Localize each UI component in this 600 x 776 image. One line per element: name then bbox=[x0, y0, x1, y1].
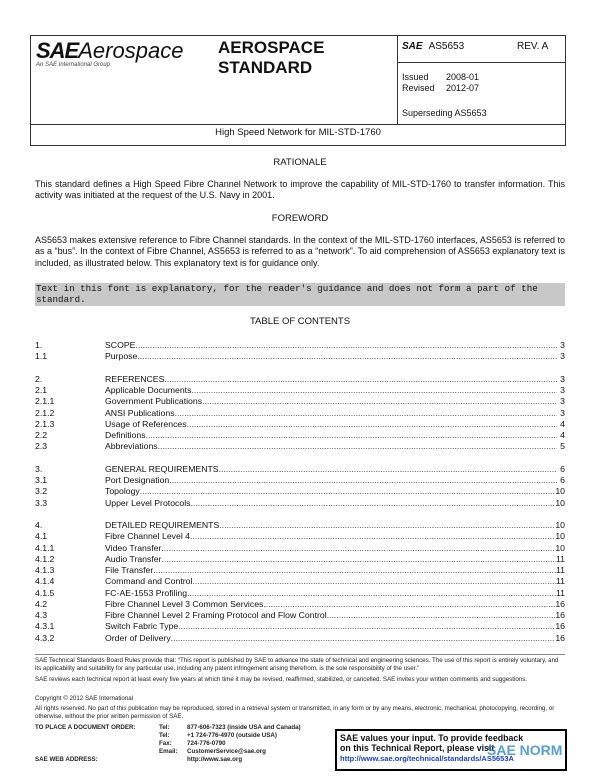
toc-title: Usage of References bbox=[105, 418, 187, 429]
toc-title: GENERAL REQUIREMENTS bbox=[105, 463, 219, 474]
toc-page: 6 bbox=[560, 463, 565, 474]
toc-leader bbox=[175, 408, 557, 419]
toc-leader bbox=[187, 419, 557, 430]
toc-entry[interactable] bbox=[35, 385, 565, 396]
feedback-box: SAE values your input. To provide feedback on this Technical Report, please visit http://www.sae.org/technical/standards/AS5653A bbox=[335, 729, 567, 771]
toc-leader bbox=[190, 498, 555, 509]
toc-page: 10 bbox=[555, 520, 565, 530]
toc-leader bbox=[135, 340, 557, 351]
toc-entry[interactable] bbox=[35, 374, 565, 385]
issue-dates: Issued 2008-01 Revised 2012-07 bbox=[402, 72, 480, 93]
table-of-contents bbox=[35, 340, 565, 644]
toc-number: 2. bbox=[35, 373, 43, 384]
toc-page: 11 bbox=[555, 565, 565, 575]
toc-number: 2.1.3 bbox=[35, 418, 55, 429]
toc-title: Order of Delivery bbox=[105, 632, 171, 643]
toc-page: 5 bbox=[560, 441, 565, 452]
revision: REV. A bbox=[517, 41, 549, 52]
toc-title: Switch Fabric Type bbox=[105, 621, 179, 632]
toc-entry[interactable] bbox=[35, 520, 565, 531]
toc-heading: TABLE OF CONTENTS bbox=[249, 316, 351, 327]
toc-page: 11 bbox=[555, 576, 565, 587]
toc-title: Fibre Channel Level 4 bbox=[105, 531, 190, 542]
toc-leader bbox=[140, 486, 556, 497]
toc-title: Topology bbox=[105, 486, 140, 497]
toc-entry[interactable] bbox=[35, 441, 565, 452]
toc-entry[interactable] bbox=[35, 430, 565, 441]
toc-leader bbox=[191, 385, 557, 396]
toc-page: 3 bbox=[560, 351, 565, 362]
foreword-text: AS5653 makes extensive reference to Fibre Channel standards. In the context of the MIL-STD-1760 interfaces, AS5653 is referred to as a “bus”. In the context of Fibre Channel, AS5653 is referred to as a “network”. To aid comprehension of AS5653 explanatory text is included, as illustrated below. This explanatory text is for guidance only. bbox=[35, 235, 565, 268]
toc-leader bbox=[169, 475, 557, 486]
toc-entry[interactable] bbox=[35, 633, 565, 644]
toc-number: 4.1 bbox=[35, 531, 48, 542]
rationale-heading: RATIONALE bbox=[273, 157, 327, 168]
toc-title: SCOPE bbox=[105, 340, 136, 350]
toc-entry[interactable] bbox=[35, 340, 565, 351]
toc-number: 3.3 bbox=[35, 497, 48, 508]
toc-entry[interactable] bbox=[35, 531, 565, 542]
toc-entry[interactable] bbox=[35, 599, 565, 610]
toc-number: 2.1.2 bbox=[35, 407, 55, 418]
toc-leader bbox=[161, 543, 555, 554]
toc-entry[interactable] bbox=[35, 396, 565, 407]
toc-title: FC-AE-1553 Profiling bbox=[105, 587, 188, 598]
toc-leader bbox=[171, 633, 556, 644]
toc-entry[interactable] bbox=[35, 576, 565, 587]
toc-number: 4.1.2 bbox=[35, 553, 55, 564]
toc-title: ANSI Publications bbox=[105, 407, 175, 418]
toc-title: File Transfer bbox=[105, 565, 154, 575]
toc-page: 4 bbox=[560, 430, 565, 440]
toc-page: 3 bbox=[560, 385, 565, 395]
toc-page: 10 bbox=[555, 531, 565, 542]
toc-title: Abbreviations bbox=[105, 441, 158, 452]
superseding: Superseding AS5653 bbox=[402, 108, 487, 118]
toc-leader bbox=[178, 621, 555, 632]
toc-page: 3 bbox=[560, 340, 565, 350]
toc-entry[interactable] bbox=[35, 498, 565, 509]
footer-review: SAE reviews each technical report at least every five years at which time it may be revised, reaffirmed, stabilized, or cancelled. SAE invites your written comments and suggestions. bbox=[35, 676, 528, 683]
toc-number: 2.2 bbox=[35, 430, 48, 440]
footer-rules: SAE Technical Standards Board Rules provide that: “This report is published by SAE to advance the state of technical and engineering sciences. The use of this report is entirely voluntary, and its applicability and suitability for any particular use, including any patent infringement arising therefrom, is the sole responsibility of the user.” bbox=[35, 657, 559, 672]
toc-title: Definitions bbox=[105, 430, 146, 440]
toc-number: 4.3.1 bbox=[35, 621, 55, 632]
toc-leader bbox=[187, 588, 556, 599]
document-title: High Speed Network for MIL-STD-1760 bbox=[215, 127, 381, 138]
toc-title: Applicable Documents bbox=[105, 385, 192, 395]
footer-rights: All rights reserved. No part of this publication may be reproduced, stored in a retrieval system or transmitted, in any form or by any means, electronic, mechanical, photocopying, recording, or otherwise, without the prior written permission of SAE. bbox=[35, 705, 555, 720]
toc-number: 4.1.1 bbox=[35, 542, 55, 553]
toc-entry[interactable] bbox=[35, 588, 565, 599]
toc-number: 1.1 bbox=[35, 351, 48, 362]
toc-page: 4 bbox=[560, 418, 565, 429]
toc-entry[interactable] bbox=[35, 610, 565, 621]
toc-page: 16 bbox=[555, 621, 565, 632]
document-number: SAE AS5653 bbox=[402, 41, 465, 52]
toc-leader bbox=[137, 351, 557, 362]
toc-number: 4. bbox=[35, 520, 43, 530]
toc-leader bbox=[164, 374, 557, 385]
toc-leader bbox=[153, 565, 556, 576]
toc-leader bbox=[202, 396, 557, 407]
toc-title: REFERENCES bbox=[105, 373, 165, 384]
toc-number: 3. bbox=[35, 463, 43, 474]
toc-title: DETAILED REQUIREMENTS bbox=[105, 520, 220, 530]
toc-leader bbox=[162, 554, 556, 565]
footer-copyright: Copyright © 2012 SAE International bbox=[35, 695, 134, 702]
toc-title: Command and Control bbox=[105, 576, 193, 587]
toc-leader bbox=[263, 599, 555, 610]
toc-page: 16 bbox=[555, 632, 565, 643]
toc-title: Government Publications bbox=[105, 396, 203, 407]
toc-title: Upper Level Protocols bbox=[105, 497, 191, 508]
toc-title: Fibre Channel Level 3 Common Services bbox=[105, 598, 264, 609]
toc-number: 3.2 bbox=[35, 486, 48, 497]
rationale-text: This standard defines a High Speed Fibre Channel Network to improve the capability of MIL-STD-1760 to transfer information. This activity was initiated at the request of the U.S. Navy in 2001. bbox=[35, 179, 565, 201]
toc-entry[interactable] bbox=[35, 419, 565, 430]
toc-page: 11 bbox=[555, 587, 565, 598]
order-contacts: TO PLACE A DOCUMENT ORDER: Tel: 877-606-7323 (inside USA and Canada) Tel: +1 724-776-4970 (outside USA) Fax: 724-776-0790 Email: CustomerService@sae.org SAE WEB ADDRESS: http://www.sae.org bbox=[35, 724, 301, 763]
toc-entry[interactable] bbox=[35, 554, 565, 565]
explanatory-text-sample: Text in this font is explanatory, for the reader's guidance and does not form a part of the standard. bbox=[35, 283, 565, 306]
toc-entry[interactable] bbox=[35, 475, 565, 486]
toc-page: 6 bbox=[560, 475, 565, 485]
toc-number: 4.1.4 bbox=[35, 576, 55, 587]
toc-page: 16 bbox=[555, 598, 565, 609]
toc-page: 16 bbox=[555, 610, 565, 620]
toc-number: 4.3.2 bbox=[35, 632, 55, 643]
feedback-link[interactable]: http://www.sae.org/technical/standards/AS5653A bbox=[340, 754, 514, 763]
toc-entry[interactable] bbox=[35, 464, 565, 475]
toc-number: 2.1.1 bbox=[35, 396, 55, 407]
toc-entry[interactable] bbox=[35, 621, 565, 632]
toc-number: 3.1 bbox=[35, 475, 48, 485]
toc-page: 10 bbox=[555, 486, 565, 497]
toc-page: 11 bbox=[555, 553, 565, 564]
toc-leader bbox=[190, 531, 555, 542]
toc-number: 1. bbox=[35, 340, 43, 350]
toc-number: 4.1.5 bbox=[35, 587, 55, 598]
toc-page: 3 bbox=[560, 407, 565, 418]
foreword-heading: FOREWORD bbox=[271, 213, 329, 224]
toc-entry[interactable] bbox=[35, 351, 565, 362]
toc-number: 2.3 bbox=[35, 441, 48, 452]
toc-entry[interactable] bbox=[35, 565, 565, 576]
toc-number: 2.1 bbox=[35, 385, 48, 395]
toc-title: Fibre Channel Level 2 Framing Protocol and Flow Control bbox=[105, 610, 327, 620]
toc-title: Video Transfer bbox=[105, 542, 162, 553]
sae-norm-watermark: SAE NORM bbox=[487, 742, 563, 758]
toc-page: 10 bbox=[555, 542, 565, 553]
standard-type-title: AEROSPACE STANDARD bbox=[218, 38, 325, 77]
toc-number: 4.3 bbox=[35, 610, 48, 620]
toc-leader bbox=[192, 576, 556, 587]
toc-page: 3 bbox=[560, 396, 565, 407]
toc-number: 4.2 bbox=[35, 598, 48, 609]
toc-entry[interactable] bbox=[35, 486, 565, 497]
toc-entry[interactable] bbox=[35, 408, 565, 419]
toc-title: Audio Transfer bbox=[105, 553, 162, 564]
toc-title: Purpose bbox=[105, 351, 138, 362]
toc-leader bbox=[219, 520, 555, 531]
sae-aerospace-logo: SAEAerospace An SAE International Group bbox=[36, 38, 184, 68]
toc-leader bbox=[327, 610, 556, 621]
toc-page: 10 bbox=[555, 497, 565, 508]
toc-page: 3 bbox=[560, 373, 565, 384]
toc-title: Port Designation bbox=[105, 475, 170, 485]
toc-leader bbox=[219, 464, 557, 475]
toc-number: 4.1.3 bbox=[35, 565, 55, 575]
toc-leader bbox=[158, 441, 557, 452]
toc-entry[interactable] bbox=[35, 543, 565, 554]
toc-leader bbox=[146, 430, 557, 441]
